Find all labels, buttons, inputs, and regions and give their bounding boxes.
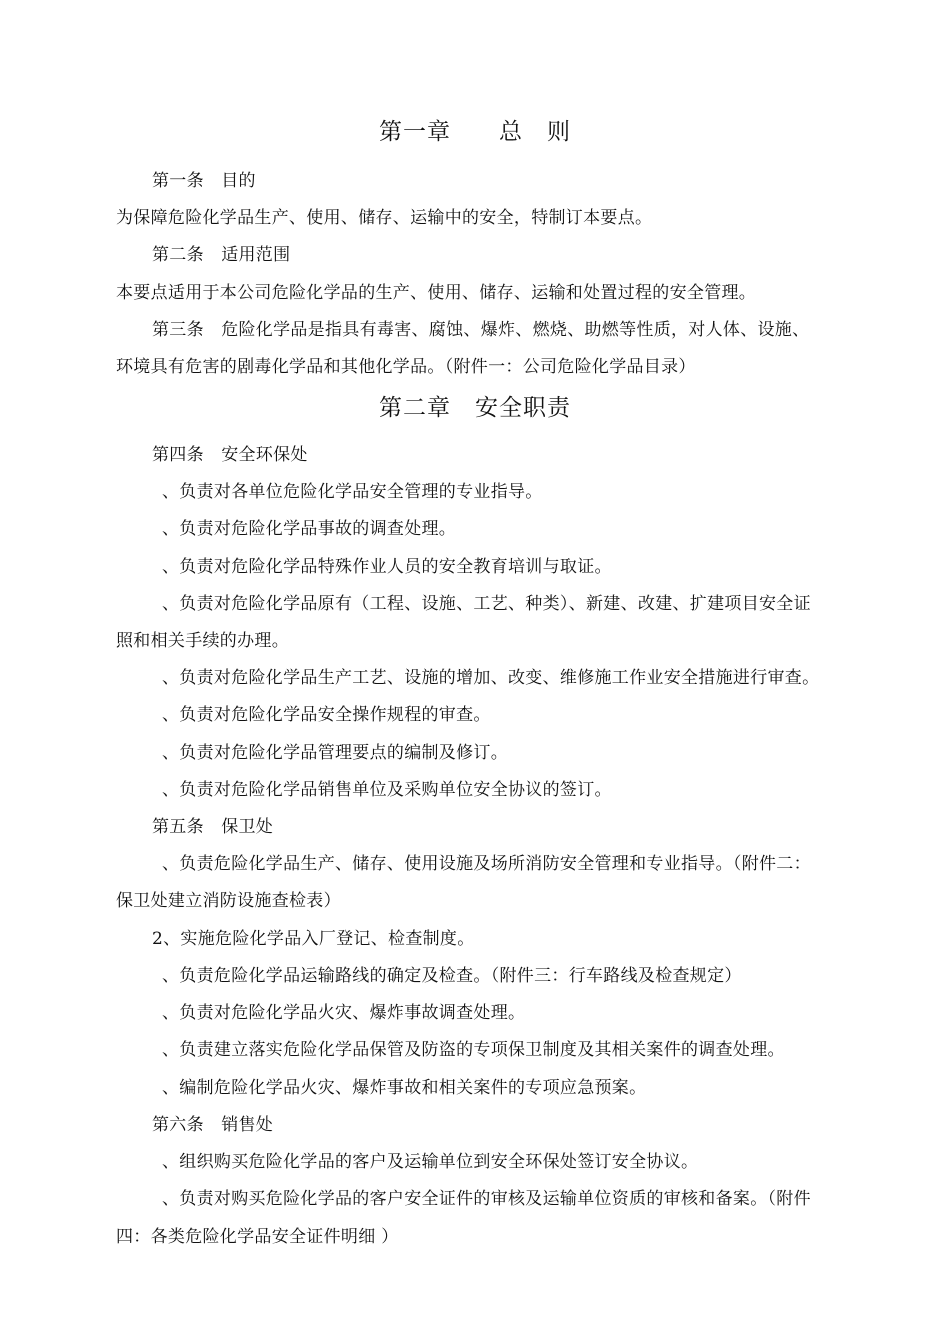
article-5-item: 、负责危险化学品运输路线的确定及检查。（附件三：行车路线及检查规定） bbox=[162, 966, 742, 986]
article-4-item: 、负责对危险化学品特殊作业人员的安全教育培训与取证。 bbox=[162, 557, 612, 577]
article-3-line-1: 第三条 危险化学品是指具有毒害、腐蚀、爆炸、燃烧、助燃等性质，对人体、设施、 bbox=[152, 320, 810, 340]
article-2-heading: 第二条 适用范围 bbox=[152, 245, 291, 265]
article-6-item: 、组织购买危险化学品的客户及运输单位到安全环保处签订安全协议。 bbox=[162, 1152, 699, 1172]
article-4-item-continuation: 照和相关手续的办理。 bbox=[116, 631, 289, 651]
article-6-item: 、负责对购买危险化学品的客户安全证件的审核及运输单位资质的审核和备案。（附件 bbox=[162, 1189, 811, 1209]
article-4-item: 、负责对危险化学品安全操作规程的审查。 bbox=[162, 705, 491, 725]
article-5-heading: 第五条 保卫处 bbox=[152, 817, 274, 837]
article-4-item: 、负责对危险化学品原有（工程、设施、工艺、种类）、新建、改建、扩建项目安全证 bbox=[162, 594, 811, 614]
article-4-heading: 第四条 安全环保处 bbox=[152, 445, 308, 465]
article-1-heading: 第一条 目的 bbox=[152, 171, 256, 191]
chapter-2-title: 第二章 安全职责 bbox=[379, 395, 571, 421]
article-4-item: 、负责对危险化学品销售单位及采购单位安全协议的签订。 bbox=[162, 780, 612, 800]
article-4-item: 、负责对危险化学品生产工艺、设施的增加、改变、维修施工作业安全措施进行审查。 bbox=[162, 668, 820, 688]
article-4-item: 、负责对危险化学品事故的调查处理。 bbox=[162, 519, 457, 539]
article-5-item: 、编制危险化学品火灾、爆炸事故和相关案件的专项应急预案。 bbox=[162, 1078, 647, 1098]
article-4-item: 、负责对各单位危险化学品安全管理的专业指导。 bbox=[162, 482, 543, 502]
chapter-1-title: 第一章 总 则 bbox=[379, 119, 571, 145]
article-5-item: 、负责对危险化学品火灾、爆炸事故调查处理。 bbox=[162, 1003, 526, 1023]
article-5-item-continuation: 保卫处建立消防设施查检表） bbox=[116, 891, 341, 911]
article-4-item: 、负责对危险化学品管理要点的编制及修订。 bbox=[162, 743, 508, 763]
article-6-item-continuation: 四：各类危险化学品安全证件明细 ） bbox=[116, 1227, 399, 1247]
article-3-line-2: 环境具有危害的剧毒化学品和其他化学品。（附件一：公司危险化学品目录） bbox=[116, 357, 696, 377]
article-2-body: 本要点适用于本公司危险化学品的生产、使用、储存、运输和处置过程的安全管理。 bbox=[116, 283, 757, 303]
article-1-body: 为保障危险化学品生产、使用、储存、运输中的安全，特制订本要点。 bbox=[116, 208, 653, 228]
article-5-item: 2、实施危险化学品入厂登记、检查制度。 bbox=[152, 929, 475, 949]
article-5-item: 、负责建立落实危险化学品保管及防盗的专项保卫制度及其相关案件的调查处理。 bbox=[162, 1040, 785, 1060]
article-6-heading: 第六条 销售处 bbox=[152, 1115, 274, 1135]
article-5-item: 、负责危险化学品生产、储存、使用设施及场所消防安全管理和专业指导。（附件二： bbox=[162, 854, 811, 874]
